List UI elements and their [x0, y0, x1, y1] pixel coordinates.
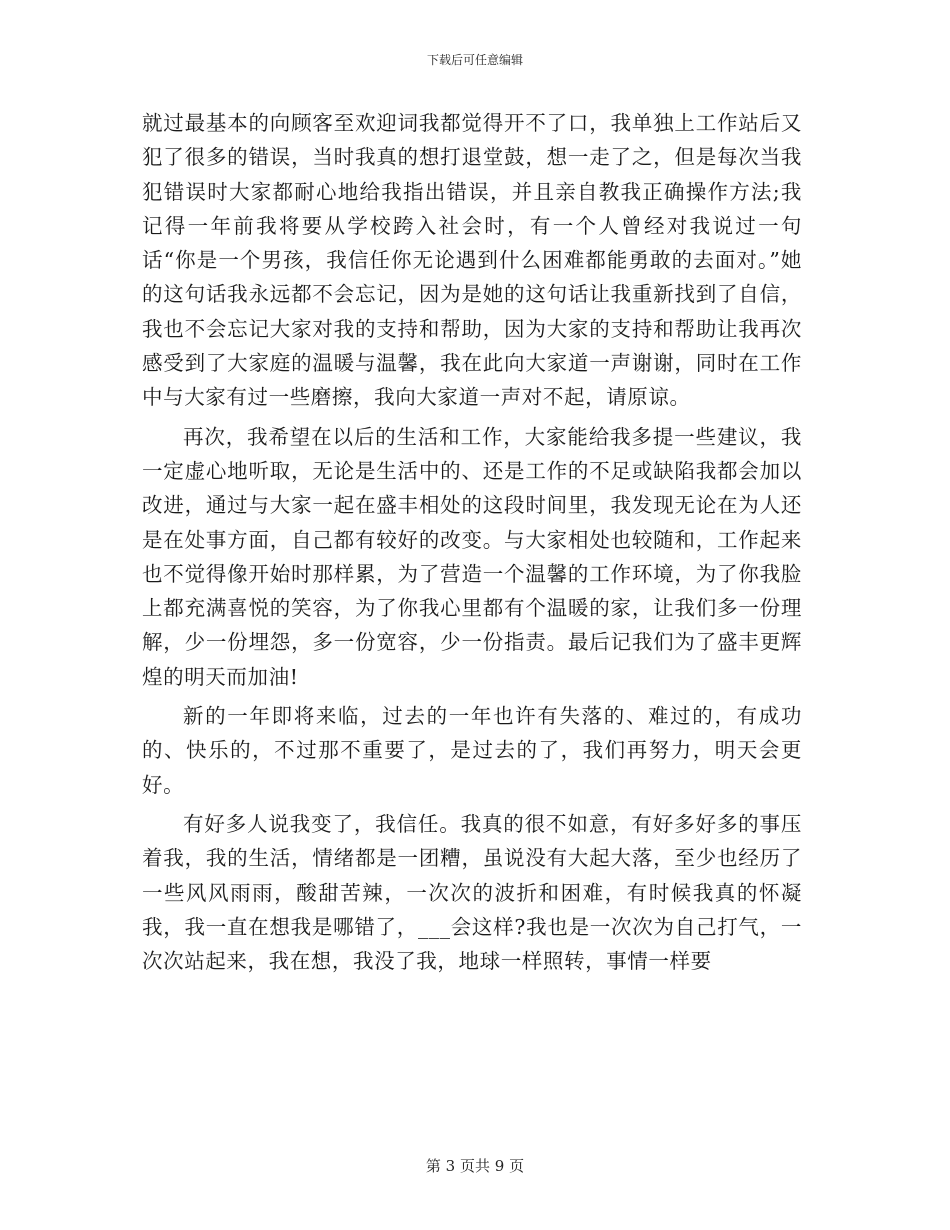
body-text	[142, 106, 802, 978]
page-header: 下载后可任意编辑	[426, 53, 523, 67]
paragraph-3: 新的一年即将来临，过去的一年也许有失落的、难过的，有成功的、快乐的，不过那不重要了，是过去的了，我们再努力，明天会更好。	[142, 704, 802, 797]
paragraph-2: 再次，我希望在以后的生活和工作，大家能给我多提一些建议，我一定虚心地听取，无论是生活中的、还是工作的不足或缺陷我都会加以改进，通过与大家一起在盛丰相处的这段时间里，我发现无论在为人还是在处事方面，自己都有较好的改变。与大家相处也较随和，工作起来也不觉得像开始时那样累，为了营造一个温馨的工作环境，为了你我脸上都充满喜悦的笑容，为了你我心里都有个温暖的家，让我们多一份理解，少一份埋怨，多一份宽容，少一份指责。最后记我们为了盛丰更辉煌的明天而加油!	[142, 424, 802, 689]
page-footer: 第 3 页共 9 页	[425, 1157, 525, 1175]
paragraph-4: 有好多人说我变了，我信任。我真的很不如意，有好多好多的事压着我，我的生活，情绪都是一团糟，虽说没有大起大落，至少也经历了一些风风雨雨，酸甜苦辣，一次次的波折和困难，有时候我真的怀凝我，我一直在想我是哪错了，___会这样?我也是一次次为自己打气，一次次站起来，我在想，我没了我，地球一样照转，事情一样要	[142, 811, 802, 974]
paragraph-1: 就过最基本的向顾客至欢迎词我都觉得开不了口，我单独上工作站后又犯了很多的错误，当时我真的想打退堂鼓，想一走了之，但是每次当我犯错误时大家都耐心地给我指出错误，并且亲自教我正确操作方法;我记得一年前我将要从学校跨入社会时，有一个人曾经对我说过一句话“你是一个男孩，我信任你无论遇到什么困难都能勇敢的去面对。”她的这句话我永远都不会忘记，因为是她的这句话让我重新找到了自信，我也不会忘记大家对我的支持和帮助，因为大家的支持和帮助让我再次感受到了大家庭的温暖与温馨，我在此向大家道一声谢谢，同时在工作中与大家有过一些磨擦，我向大家道一声对不起，请原谅。	[142, 111, 802, 410]
